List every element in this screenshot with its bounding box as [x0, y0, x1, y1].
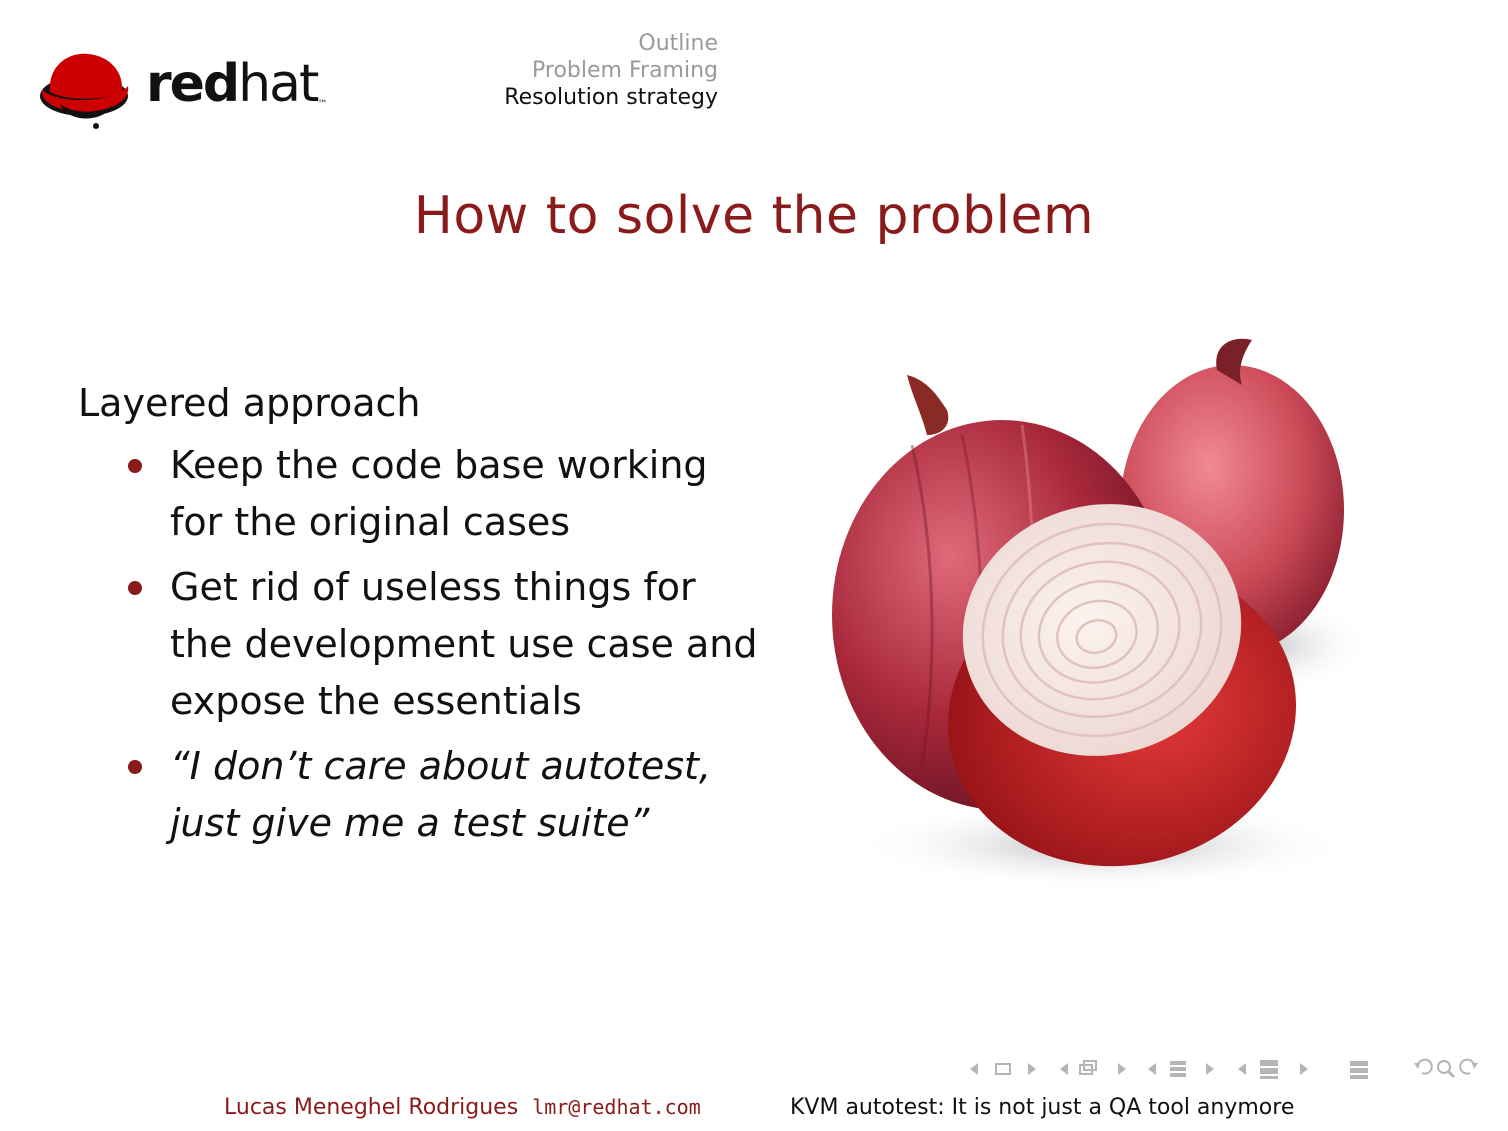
red-onion-image [812, 325, 1372, 900]
author-name: Lucas Meneghel Rodrigues [224, 1095, 519, 1120]
author-email: lmr@redhat.com [532, 1095, 701, 1119]
nav-item-problem-framing[interactable]: Problem Framing [532, 58, 718, 83]
bullet-item: Keep the code base working for the original cases [170, 437, 758, 551]
slide-content [78, 375, 758, 860]
redhat-shadowman-icon [38, 46, 134, 130]
section-navigation [504, 30, 718, 111]
lead-text: Layered approach [78, 381, 421, 425]
section-navigation-icon[interactable] [1148, 1061, 1214, 1077]
slide-title: How to solve the problem [413, 186, 1095, 246]
redhat-logo [38, 46, 328, 130]
presentation-navigation-icon[interactable] [1238, 1060, 1308, 1079]
logo-text-red: red [146, 54, 239, 114]
subsection-navigation-icon[interactable] [1060, 1061, 1126, 1075]
appendix-icon[interactable] [1350, 1061, 1368, 1079]
bullet-list [78, 437, 758, 852]
beamer-navigation-controls [966, 1055, 1496, 1083]
search-icon[interactable] [1438, 1061, 1454, 1077]
nav-item-resolution-strategy[interactable]: Resolution strategy [504, 85, 718, 110]
bullet-item: Get rid of useless things for the development use case and expose the essentials [170, 559, 758, 730]
logo-trademark: ™ [317, 99, 328, 110]
footer-talk-title: KVM autotest: It is not just a QA tool anymore [790, 1095, 1295, 1120]
logo-text-hat: hat [238, 54, 318, 114]
forward-icon[interactable] [1460, 1060, 1478, 1074]
back-icon[interactable] [1414, 1060, 1432, 1074]
bullet-item-quote: “I don’t care about autotest, just give me a test suite” [170, 738, 758, 852]
nav-item-outline[interactable]: Outline [638, 31, 718, 56]
footer-author [224, 1095, 701, 1120]
frame-navigation-icon[interactable] [970, 1063, 1036, 1075]
